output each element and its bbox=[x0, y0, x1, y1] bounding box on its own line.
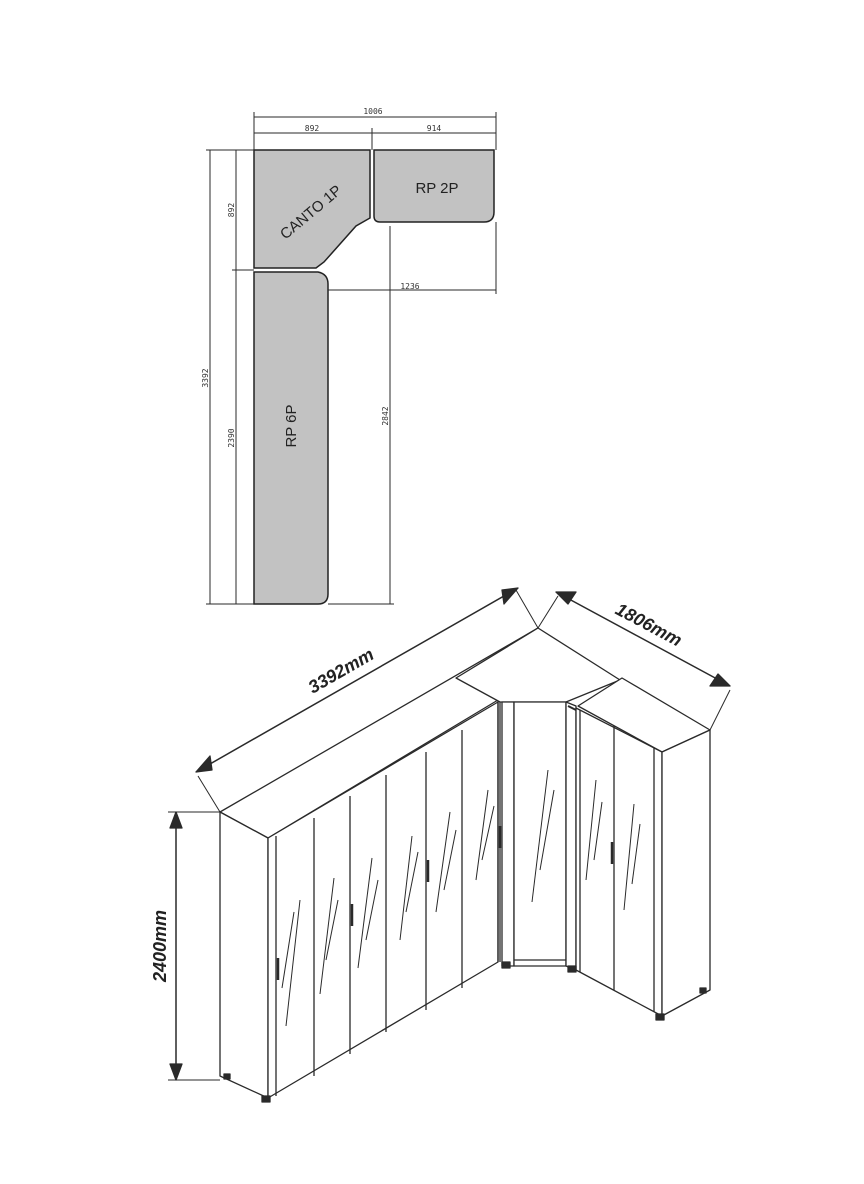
module-label-canto: CANTO 1P bbox=[277, 182, 346, 244]
height-dimension-label: 2400mm bbox=[150, 909, 170, 983]
dim-top-left: 892 bbox=[304, 124, 320, 133]
dim-left-small: 892 bbox=[227, 202, 236, 218]
dim-left-inner: 2390 bbox=[227, 428, 236, 448]
top-surface-corner bbox=[456, 628, 620, 702]
right-run-front bbox=[576, 708, 662, 1016]
length-dimension-label: 3392mm bbox=[304, 644, 378, 698]
perspective-view bbox=[168, 588, 730, 1102]
left-run-end-panel bbox=[220, 812, 268, 1098]
depth-dimension-label: 1806mm bbox=[612, 598, 686, 651]
dim-inner-horizontal: 1236 bbox=[400, 282, 420, 291]
dim-top-total: 1006 bbox=[363, 107, 383, 116]
dim-left-total: 3392 bbox=[201, 368, 210, 388]
dim-top-right: 914 bbox=[426, 124, 442, 133]
right-run-end-panel bbox=[662, 730, 710, 1016]
dim-inner-vertical: 2842 bbox=[381, 406, 390, 426]
corner-unit-front bbox=[502, 702, 514, 966]
module-label-rp2: RP 2P bbox=[415, 180, 459, 197]
module-label-rp6: RP 6P bbox=[283, 404, 300, 448]
